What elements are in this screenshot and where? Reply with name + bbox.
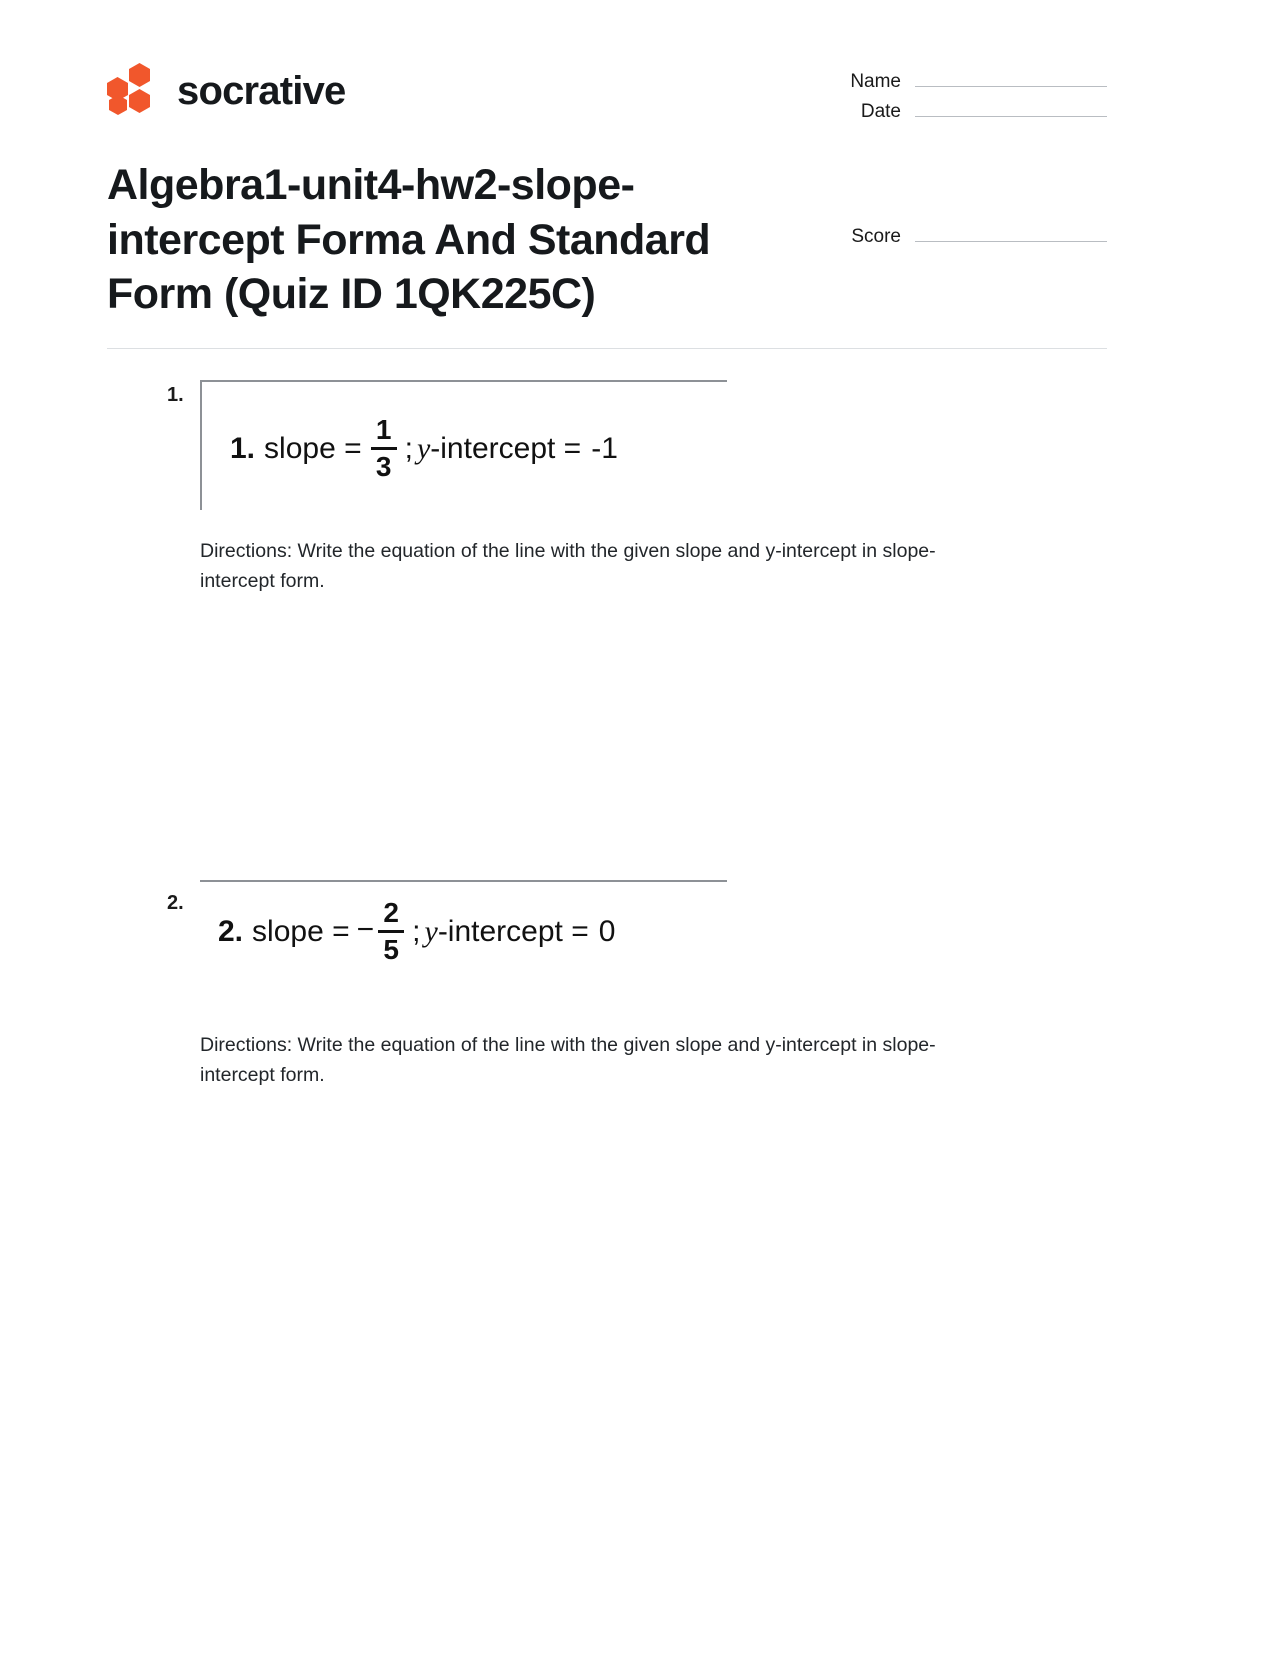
equation-2 <box>200 886 727 978</box>
equation-label-1: 1. <box>230 432 256 465</box>
socrative-logo <box>107 63 345 119</box>
fraction-2 <box>378 896 404 965</box>
page-header <box>107 55 1107 145</box>
fraction-bar-2 <box>378 930 404 933</box>
date-input-line[interactable] <box>915 102 1107 117</box>
equation-separator-2: ; <box>412 915 421 948</box>
equation-variable-1: y <box>416 432 431 465</box>
fraction-bar-1 <box>371 447 397 450</box>
name-field-row <box>767 71 1107 93</box>
header-divider <box>107 348 1107 349</box>
name-label: Name <box>850 71 901 92</box>
name-input-line[interactable] <box>915 72 1107 87</box>
equation-slope-text-1: slope = <box>264 432 362 465</box>
equation-1 <box>202 388 727 510</box>
question-item-1 <box>107 380 1107 596</box>
score-label: Score <box>851 226 901 247</box>
equation-intercept-value-1: -1 <box>591 432 618 465</box>
equation-intercept-text-1: -intercept = <box>430 432 582 465</box>
fraction-denominator-1: 3 <box>375 450 392 482</box>
question-body-1 <box>200 380 1107 596</box>
question-image-1 <box>200 380 727 510</box>
equation-separator-1: ; <box>404 432 413 465</box>
page-title: Algebra1-unit4-hw2-slope-intercept Forma And Standard Form (Quiz ID 1QK225C) <box>107 161 711 319</box>
equation-slope-text-2: slope = <box>252 915 350 948</box>
equation-variable-2: y <box>424 915 438 948</box>
fraction-denominator-2: 5 <box>383 933 399 965</box>
brand-wordmark: socrative <box>177 69 346 113</box>
hexagon-cluster-icon <box>107 63 161 119</box>
question-body-2 <box>200 880 1107 1090</box>
question-directions-1: Directions: Write the equation of the line with the given slope and y-intercept in slope-intercept form. <box>200 540 936 593</box>
score-input-line[interactable] <box>915 227 1107 242</box>
fraction-1 <box>371 413 397 482</box>
fraction-numerator-2: 2 <box>383 896 399 928</box>
equation-label-2: 2. <box>218 915 244 948</box>
question-image-2 <box>200 880 727 978</box>
fraction-numerator-1: 1 <box>375 413 392 445</box>
score-field-row <box>767 226 1107 248</box>
equation-intercept-value-2: 0 <box>598 915 616 948</box>
date-label: Date <box>860 101 901 122</box>
question-number-2: 2. <box>167 892 184 914</box>
question-directions-2: Directions: Write the equation of the line with the given slope and y-intercept in slope-intercept form. <box>200 1034 936 1087</box>
equation-sign-2: − <box>356 913 375 946</box>
score-block <box>107 226 1107 266</box>
date-field-row <box>767 101 1107 123</box>
question-number-1: 1. <box>167 384 184 406</box>
student-meta-fields <box>767 71 1107 131</box>
question-item-2 <box>107 880 1107 1090</box>
equation-intercept-text-2: -intercept = <box>437 915 589 948</box>
